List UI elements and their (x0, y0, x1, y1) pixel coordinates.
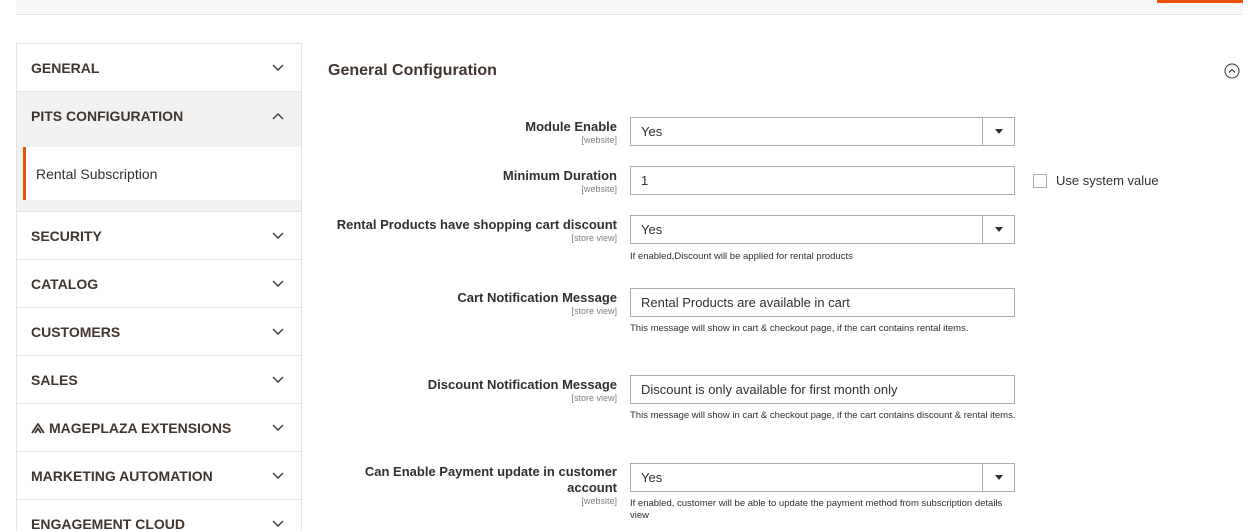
field-label (317, 377, 617, 404)
sidebar-section-catalog[interactable] (17, 259, 301, 307)
sidebar-section-label: CATALOG (31, 275, 99, 292)
field-label-text: Cart Notification Message (457, 290, 617, 305)
sidebar-section-label: PITS CONFIGURATION (31, 107, 184, 124)
input-value: Discount is only available for first month only (641, 382, 898, 397)
field-label-text: Discount Notification Message (427, 377, 617, 392)
chevron-down-icon (271, 373, 285, 387)
dropdown-arrow-icon[interactable] (982, 216, 1014, 243)
page-actions-bar (16, 0, 1243, 15)
payment-update-select[interactable] (630, 463, 1015, 492)
chevron-down-icon (271, 517, 285, 531)
mageplaza-logo-icon (31, 422, 45, 434)
select-value: Yes (641, 222, 663, 237)
dropdown-arrow-icon[interactable] (982, 464, 1014, 491)
field-label (317, 119, 617, 146)
field-label (317, 168, 617, 195)
field-label (337, 464, 617, 507)
config-main-content (328, 43, 1243, 521)
sidebar-section-label: MARKETING AUTOMATION (31, 467, 213, 484)
section-title: General Configuration (328, 62, 497, 79)
sidebar-section-label: SALES (31, 371, 78, 388)
sidebar-section-customers[interactable] (17, 307, 301, 355)
field-label (317, 290, 617, 317)
field-scope: [website] (581, 496, 617, 506)
field-label-text: Can Enable Payment update in customer account (364, 464, 617, 495)
sidebar-section-label: CUSTOMERS (31, 323, 121, 340)
field-label-text: Module Enable (525, 119, 617, 134)
sidebar-section-engagement-cloud[interactable] (17, 499, 301, 531)
chevron-down-icon (271, 277, 285, 291)
section-header[interactable] (328, 43, 1243, 99)
field-scope: [store view] (571, 393, 617, 403)
use-system-value-label: Use system value (1056, 173, 1159, 188)
chevron-down-icon (271, 469, 285, 483)
chevron-up-icon (271, 109, 285, 123)
sidebar-section-title (31, 420, 231, 436)
chevron-down-icon (271, 421, 285, 435)
sidebar-section-label: ENGAGEMENT CLOUD (31, 515, 185, 531)
sidebar-item-rental-subscription[interactable]: Rental Subscription (23, 147, 301, 200)
use-system-value-checkbox[interactable] (1033, 174, 1047, 188)
sidebar-section-general[interactable] (17, 43, 301, 91)
field-scope: [store view] (571, 233, 617, 243)
sidebar-section-label: MAGEPLAZA EXTENSIONS (49, 419, 232, 436)
field-label (317, 217, 617, 244)
sidebar-section-pits-configuration[interactable] (17, 91, 301, 139)
discount-notification-input[interactable] (630, 375, 1015, 404)
field-scope: [website] (581, 135, 617, 145)
sidebar-section-label: GENERAL (31, 59, 100, 76)
cart-notification-input[interactable] (630, 288, 1015, 317)
chevron-down-icon (271, 61, 285, 75)
sidebar-section-mageplaza-extensions[interactable] (17, 403, 301, 451)
collapse-circle-icon[interactable] (1224, 63, 1240, 79)
field-label-text: Minimum Duration (502, 168, 617, 183)
select-value: Yes (641, 124, 663, 139)
select-value: Yes (641, 470, 663, 485)
use-system-value[interactable] (1033, 173, 1159, 188)
config-tabs-sidebar (16, 43, 302, 531)
sidebar-section-security[interactable] (17, 211, 301, 259)
sidebar-section-marketing-automation[interactable] (17, 451, 301, 499)
field-note: This message will show in cart & checkout page, if the cart contains discount & rental items. (630, 410, 1016, 421)
pits-configuration-subitems (17, 139, 301, 211)
dropdown-arrow-icon[interactable] (982, 118, 1014, 145)
field-label-text: Rental Products have shopping cart discount (336, 217, 617, 232)
field-scope: [store view] (571, 306, 617, 316)
save-config-button[interactable] (1157, 0, 1243, 3)
module-enable-select[interactable] (630, 117, 1015, 146)
input-value: Rental Products are available in cart (641, 295, 850, 310)
chevron-down-icon (271, 229, 285, 243)
rental-discount-select[interactable] (630, 215, 1015, 244)
sidebar-section-sales[interactable] (17, 355, 301, 403)
sidebar-section-label: SECURITY (31, 227, 102, 244)
field-note: This message will show in cart & checkout page, if the cart contains rental items. (630, 323, 969, 334)
input-value: 1 (641, 173, 649, 188)
chevron-down-icon (271, 325, 285, 339)
field-note: If enabled, customer will be able to update the payment method from subscription details view (630, 498, 1003, 521)
minimum-duration-input[interactable] (630, 166, 1015, 195)
field-note: If enabled,Discount will be applied for rental products (630, 251, 853, 262)
field-scope: [website] (581, 184, 617, 194)
